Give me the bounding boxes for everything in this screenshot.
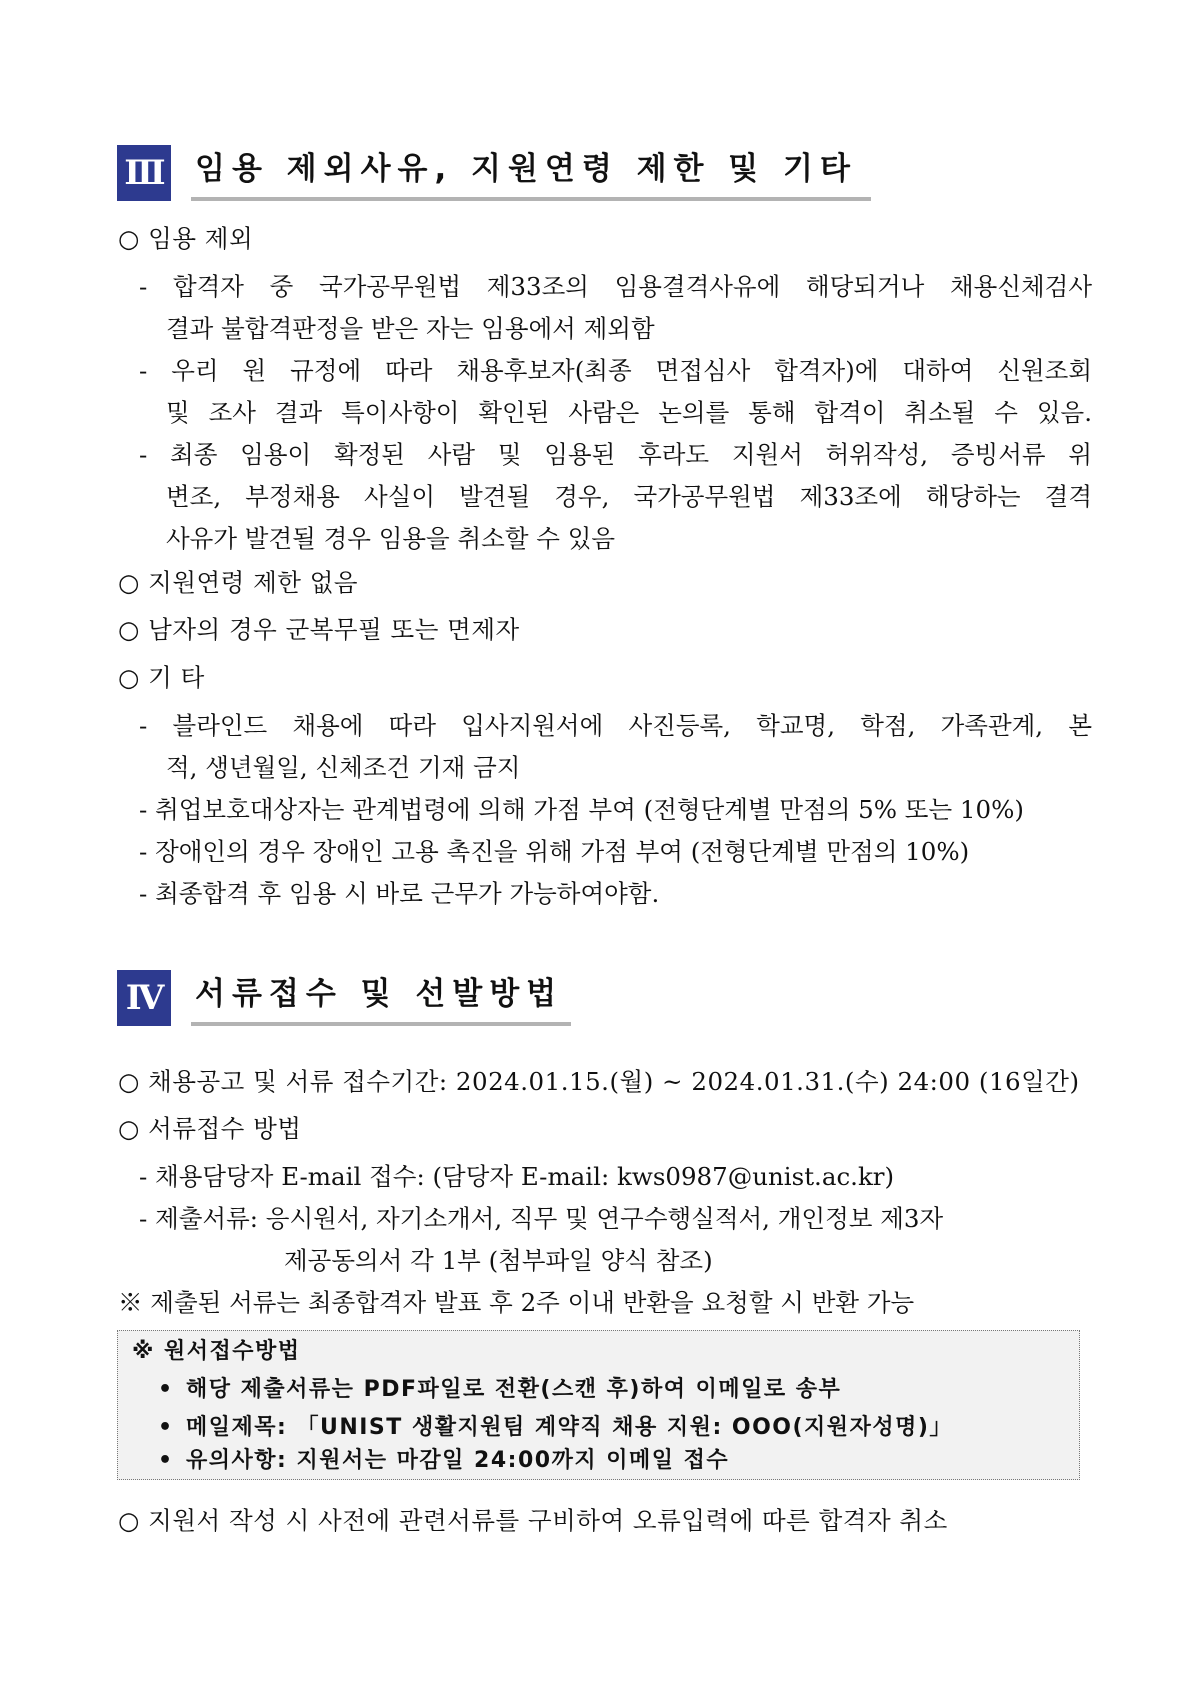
exclusion-item-1-cont: 결과 불합격판정을 받은 자는 임용에서 제외함 [166,314,655,343]
box-item-2 [158,1413,953,1443]
application-method-box [117,1330,1080,1480]
exclusion-item-2: - 우리 원 규정에 따라 채용후보자(최종 면접심사 합격자)에 대하여 신원조회 [139,356,1092,385]
bullet-age-limit: ○ 지원연령 제한 없음 [118,568,359,597]
etc-item-2: - 취업보호대상자는 관계법령에 의해 가점 부여 (전형단계별 만점의 5% 또는 10%) [139,795,1024,824]
etc-item-3: - 장애인의 경우 장애인 고용 촉진을 위해 가점 부여 (전형단계별 만점의 10%) [139,837,970,866]
section-3-title: 임용 제외사유, 지원연령 제한 및 기타 [195,151,857,187]
exclusion-item-3-cont-1: 변조, 부정채용 사실이 발견될 경우, 국가공무원법 제33조에 해당하는 결격 [166,482,1092,511]
etc-item-1-cont: 적, 생년월일, 신체조건 기재 금지 [166,753,521,782]
section-4-number: Ⅳ [117,970,171,1026]
submission-email: - 채용담당자 E-mail 접수: (담당자 E-mail: kws0987@unist.ac.kr) [139,1162,895,1191]
box-heading: ※ 원서접수방법 [132,1339,301,1364]
bullet-icon: • [158,1377,174,1402]
etc-item-4: - 최종합격 후 임용 시 바로 근무가 가능하여야함. [139,879,660,908]
section-3-header [117,145,917,201]
section-3-number: Ⅲ [117,145,171,201]
bullet-application-period: ○ 채용공고 및 서류 접수기간: 2024.01.15.(월) ~ 2024.01.31.(수) 24:00 (16일간) [118,1067,1080,1096]
section-4-header [117,970,617,1026]
exclusion-item-3-cont-2: 사유가 발견될 경우 임용을 취소할 수 있음 [166,524,616,553]
bullet-icon: • [158,1448,174,1473]
etc-item-1: - 블라인드 채용에 따라 입사지원서에 사진등록, 학교명, 학점, 가족관계, 본 [139,711,1092,740]
submission-documents-cont: 제공동의서 각 1부 (첨부파일 양식 참조) [284,1246,713,1275]
bullet-application-caution: ○ 지원서 작성 시 사전에 관련서류를 구비하여 오류입력에 따른 합격자 취소 [118,1506,948,1535]
exclusion-item-1: - 합격자 중 국가공무원법 제33조의 임용결격사유에 해당되거나 채용신체검사 [139,272,1092,301]
box-item-3-text: 유의사항: 지원서는 마감일 24:00까지 이메일 접수 [186,1448,730,1473]
box-item-3 [158,1446,729,1476]
bullet-icon: • [158,1415,174,1440]
box-item-1 [158,1375,841,1405]
return-note: ※ 제출된 서류는 최종합격자 발표 후 2주 이내 반환을 요청할 시 반환 가능 [118,1288,915,1317]
bullet-etc: ○ 기 타 [118,663,205,692]
bullet-military: ○ 남자의 경우 군복무필 또는 면제자 [118,615,520,644]
section-3-underline [191,197,871,201]
exclusion-item-2-cont: 및 조사 결과 특이사항이 확인된 사람은 논의를 통해 합격이 취소될 수 있음. [166,398,1092,427]
section-4-title: 서류접수 및 선발방법 [195,976,564,1012]
exclusion-item-3: - 최종 임용이 확정된 사람 및 임용된 후라도 지원서 허위작성, 증빙서류 위 [139,440,1092,469]
submission-documents: - 제출서류: 응시원서, 자기소개서, 직무 및 연구수행실적서, 개인정보 제3자 [139,1204,944,1233]
section-4-underline [191,1022,571,1026]
bullet-exclusion: ○ 임용 제외 [118,224,254,253]
box-item-1-text: 해당 제출서류는 PDF파일로 전환(스캔 후)하여 이메일로 송부 [186,1377,842,1402]
bullet-submission-method: ○ 서류접수 방법 [118,1114,302,1143]
box-item-2-text: 메일제목: 「UNIST 생활지원팀 계약직 채용 지원: OOO(지원자성명)」 [186,1415,953,1440]
